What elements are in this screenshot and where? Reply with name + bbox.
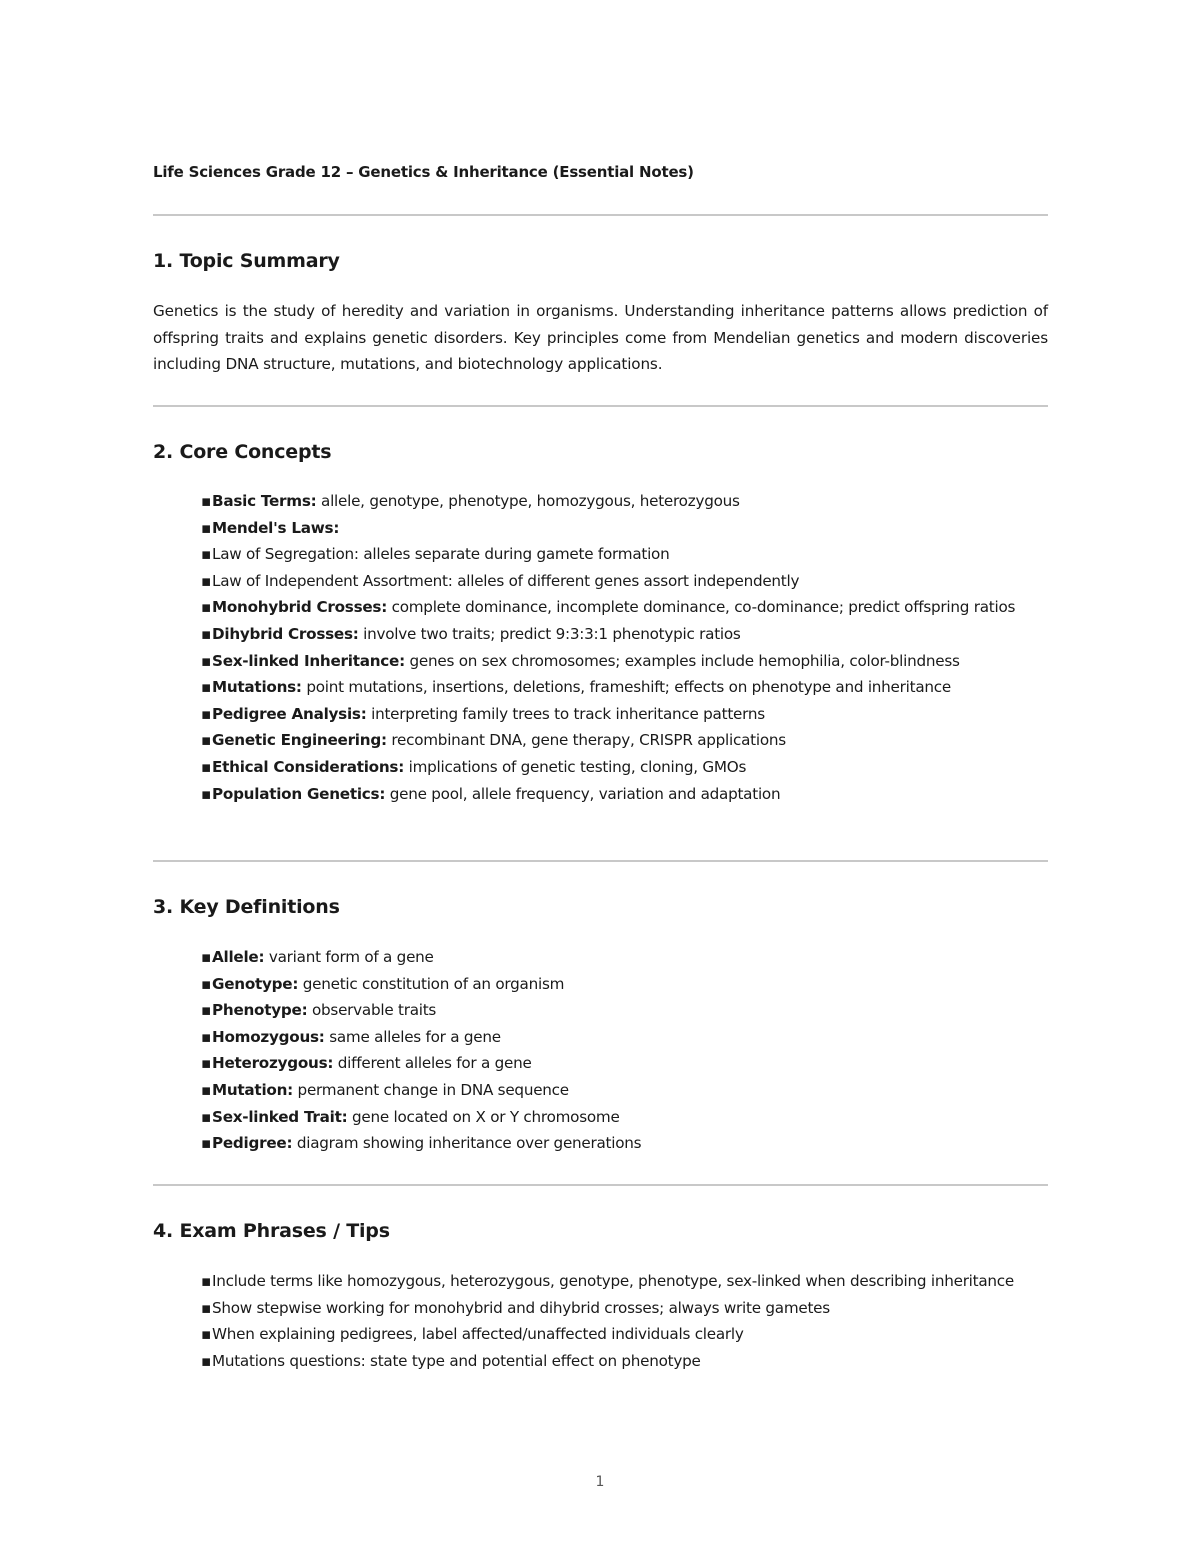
list-item (153, 1268, 1042, 1295)
list-item-term: Genetic Engineering: (212, 731, 387, 750)
bullet-icon: ▪ (201, 624, 212, 643)
bullet-icon: ▪ (201, 757, 212, 776)
bullet-icon: ▪ (201, 784, 212, 803)
list-item-text: Show stepwise working for monohybrid and dihybrid crosses; always write gametes (212, 1298, 830, 1317)
list-item-text: Mutations questions: state type and potential effect on phenotype (212, 1351, 701, 1370)
list-item-text: Law of Independent Assortment: alleles of different genes assort independently (212, 571, 800, 590)
list-item-text: genetic constitution of an organism (298, 974, 565, 993)
list-item-term: Mutation: (212, 1080, 293, 1099)
list-item-text: gene located on X or Y chromosome (347, 1107, 620, 1126)
list-item (153, 997, 641, 1024)
topic-summary-paragraph: Genetics is the study of heredity and variation in organisms. Understanding inheritance patterns allows prediction of offspring traits and explains genetic disorders. Key principles come from Mendelian genetics and modern discoveries including DNA structure, mutations, and biotechnology applications. (153, 302, 1048, 374)
core-concepts-list (153, 488, 1042, 807)
bullet-icon: ▪ (201, 731, 212, 750)
bullet-icon: ▪ (201, 651, 212, 670)
list-item-term: Ethical Considerations: (212, 757, 405, 776)
bullet-icon: ▪ (201, 1001, 212, 1020)
list-item-term: Sex-linked Trait: (212, 1107, 348, 1126)
list-item-term: Allele: (212, 948, 265, 966)
list-item-text: complete dominance, incomplete dominance, co-dominance; predict offspring ratios (387, 598, 1016, 617)
list-item (153, 971, 641, 998)
list-item (153, 1104, 641, 1131)
list-item-text: diagram showing inheritance over generations (292, 1134, 642, 1153)
list-item (153, 1130, 641, 1157)
section-divider (153, 1184, 1048, 1186)
list-item-term: Sex-linked Inheritance: (212, 651, 405, 670)
list-item (153, 488, 1042, 515)
bullet-icon: ▪ (201, 1054, 212, 1073)
list-item (153, 727, 1042, 754)
bullet-icon: ▪ (201, 1107, 212, 1126)
section-divider (153, 214, 1048, 216)
list-item-text: involve two traits; predict 9:3:3:1 phenotypic ratios (358, 624, 741, 643)
bullet-icon: ▪ (201, 518, 212, 537)
bullet-icon: ▪ (201, 1134, 212, 1153)
list-item (153, 648, 1042, 675)
bullet-icon: ▪ (201, 1298, 212, 1317)
list-item-text: recombinant DNA, gene therapy, CRISPR applications (386, 731, 786, 750)
list-item (153, 541, 1042, 568)
bullet-icon: ▪ (201, 704, 212, 723)
list-item-text: same alleles for a gene (324, 1027, 501, 1046)
list-item-text: genes on sex chromosomes; examples include hemophilia, color-blindness (404, 651, 960, 670)
bullet-icon: ▪ (201, 545, 212, 564)
list-item (153, 701, 1042, 728)
section-heading-exam-tips: 4. Exam Phrases / Tips (153, 1220, 390, 1242)
bullet-icon: ▪ (201, 1351, 212, 1370)
list-item (153, 594, 1042, 621)
section-divider (153, 405, 1048, 407)
list-item (153, 1077, 641, 1104)
list-item-text: interpreting family trees to track inheritance patterns (366, 704, 765, 723)
list-item-term: Homozygous: (212, 1027, 325, 1046)
list-item-text: implications of genetic testing, cloning, GMOs (404, 757, 747, 776)
bullet-icon: ▪ (201, 598, 212, 617)
list-item (153, 1024, 641, 1051)
list-item-text: different alleles for a gene (333, 1054, 532, 1073)
bullet-icon: ▪ (201, 492, 212, 510)
bullet-icon: ▪ (201, 974, 212, 993)
list-item (153, 944, 641, 971)
list-item-text: When explaining pedigrees, label affected/unaffected individuals clearly (212, 1325, 744, 1344)
section-heading-key-definitions: 3. Key Definitions (153, 896, 340, 918)
list-item (153, 1050, 641, 1077)
list-item-term: Phenotype: (212, 1001, 308, 1020)
list-item-text: point mutations, insertions, deletions, frameshift; effects on phenotype and inheritance (301, 678, 951, 697)
list-item-term: Dihybrid Crosses: (212, 624, 359, 643)
list-item-term: Population Genetics: (212, 784, 386, 803)
section-heading-topic-summary: 1. Topic Summary (153, 250, 340, 272)
list-item-term: Genotype: (212, 974, 299, 993)
bullet-icon: ▪ (201, 1080, 212, 1099)
bullet-icon: ▪ (201, 948, 212, 966)
list-item (153, 568, 1042, 595)
list-item-term: Mendel's Laws: (212, 518, 340, 537)
list-item (153, 1348, 1042, 1375)
list-item-term: Heterozygous: (212, 1054, 334, 1073)
bullet-icon: ▪ (201, 678, 212, 697)
bullet-icon: ▪ (201, 1027, 212, 1046)
key-definitions-list (153, 944, 641, 1157)
list-item-text: gene pool, allele frequency, variation and adaptation (385, 784, 781, 803)
list-item (153, 781, 1042, 808)
bullet-icon: ▪ (201, 571, 212, 590)
list-item-term: Monohybrid Crosses: (212, 598, 388, 617)
bullet-icon: ▪ (201, 1325, 212, 1344)
section-heading-core-concepts: 2. Core Concepts (153, 441, 332, 463)
list-item (153, 754, 1042, 781)
list-item-text: Include terms like homozygous, heterozygous, genotype, phenotype, sex-linked when describing inheritance (212, 1272, 1014, 1290)
list-item-text: observable traits (307, 1001, 437, 1020)
list-item (153, 621, 1042, 648)
list-item-text: Law of Segregation: alleles separate during gamete formation (212, 545, 670, 564)
list-item-term: Pedigree Analysis: (212, 704, 367, 723)
section-divider (153, 860, 1048, 862)
document-title: Life Sciences Grade 12 – Genetics & Inheritance (Essential Notes) (153, 163, 694, 181)
page-number: 1 (595, 1474, 605, 1490)
list-item (153, 674, 1042, 701)
list-item-term: Basic Terms: (212, 492, 317, 510)
list-item-term: Pedigree: (212, 1134, 293, 1153)
list-item-text: allele, genotype, phenotype, homozygous, heterozygous (316, 492, 740, 510)
list-item (153, 1295, 1042, 1322)
list-item-text: permanent change in DNA sequence (292, 1080, 569, 1099)
list-item (153, 515, 1042, 542)
list-item-text: variant form of a gene (264, 948, 434, 966)
list-item (153, 1321, 1042, 1348)
bullet-icon: ▪ (201, 1272, 212, 1290)
exam-tips-list (153, 1268, 1042, 1374)
list-item-term: Mutations: (212, 678, 302, 697)
